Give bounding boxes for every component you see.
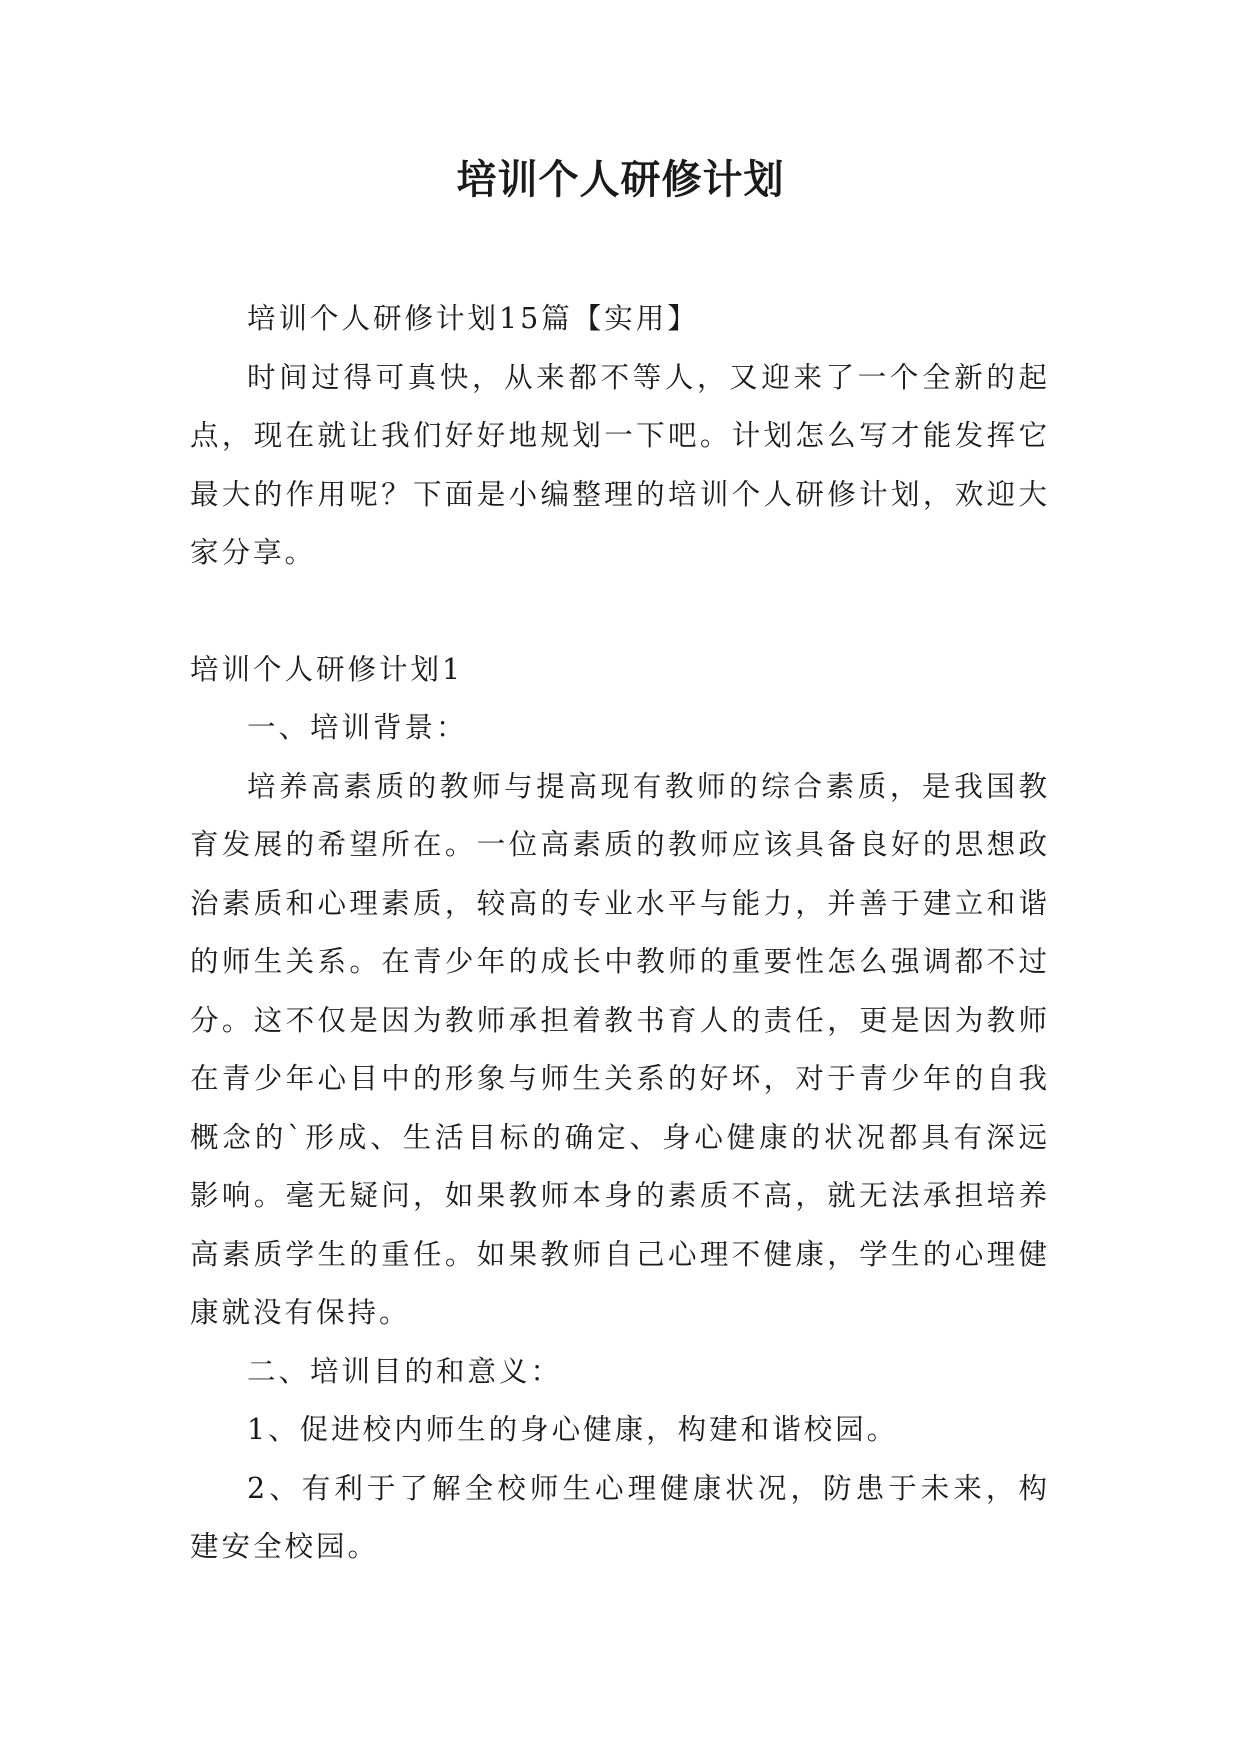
section-heading: 培训个人研修计划1 — [190, 652, 464, 686]
subsection-heading-purpose: 二、培训目的和意义： — [247, 1354, 563, 1388]
subsection-heading-background: 一、培训背景： — [247, 711, 468, 744]
purpose-item-1: 1、促进校内师生的身心健康，构建和谐校园。 — [247, 1413, 899, 1446]
document-title: 培训个人研修计划 — [456, 156, 785, 203]
intro-paragraph: 时间过得可真快，从来都不等人，又迎来了一个全新的起点，现在就让我们好好地规划一下吧。计划怎么写才能发挥它最大的作用呢？下面是小编整理的培训个人研修计划，欢迎大家分享。 — [190, 360, 1050, 569]
section-spacer — [190, 583, 1050, 641]
document-body — [190, 290, 1050, 1577]
subtitle-paragraph: 培训个人研修计划15篇【实用】 — [247, 302, 699, 335]
background-paragraph: 培养高素质的教师与提高现有教师的综合素质，是我国教育发展的希望所在。一位高素质的教师应该具备良好的思想政治素质和心理素质，较高的专业水平与能力，并善于建立和谐的师生关系。在青少年的成长中教师的重要性怎么强调都不过分。这不仅是因为教师承担着教书育人的责任，更是因为教师在青少年心目中的形象与师生关系的好坏，对于青少年的自我概念的`形成、生活目标的确定、身心健康的状况都具有深远影响。毫无疑问，如果教师本身的素质不高，就无法承担培养高素质学生的重任。如果教师自己心理不健康，学生的心理健康就没有保持。 — [190, 769, 1050, 1329]
purpose-item-2: 2、有利于了解全校师生心理健康状况，防患于未来，构建安全校园。 — [190, 1471, 1050, 1563]
